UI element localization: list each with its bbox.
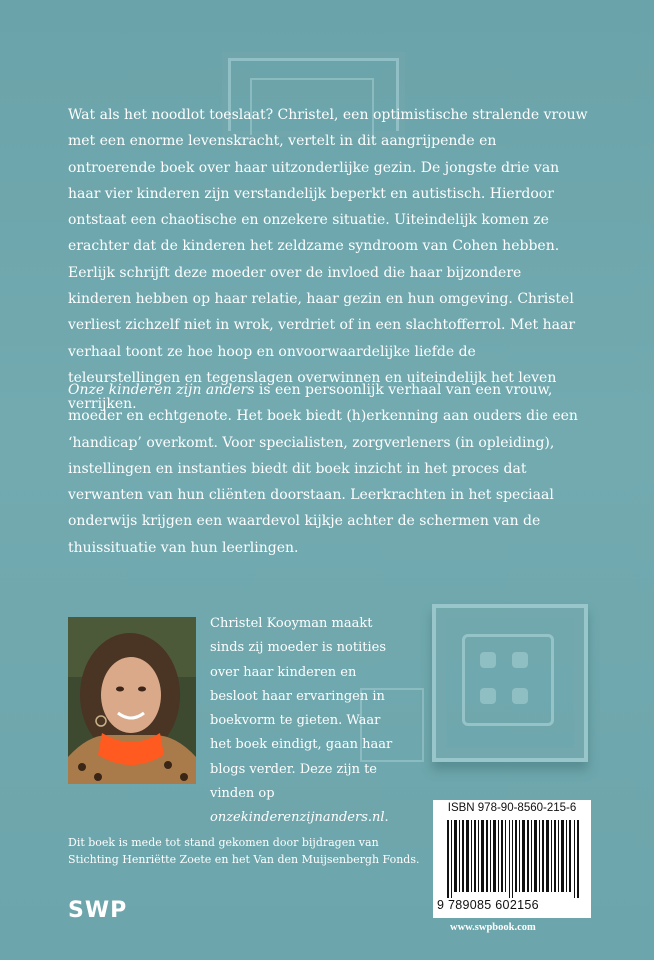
isbn-barcode [433, 800, 591, 918]
switch-knob [480, 688, 496, 704]
barcode-bars [445, 820, 583, 898]
author-portrait-illustration [68, 617, 196, 784]
author-bio-text [210, 612, 400, 831]
author-website-link[interactable]: onzekinderenzijnanders.nl [210, 810, 385, 826]
funding-credits [68, 834, 428, 868]
blurb-paragraph-2 [68, 377, 588, 561]
isbn-label: ISBN 978-90-8560-215-6 [447, 802, 577, 814]
credits-line-1: Dit boek is mede tot stand gekomen door bijdragen van [68, 836, 379, 849]
barcode-digits: 9 789085 602156 [437, 898, 539, 912]
author-bio-period: . [384, 810, 389, 826]
author-bio-body: Christel Kooyman maakt sinds zij moeder is notities over haar kinderen en besloot haar ervaringen in boekvorm te gieten. Waar het boek eindigt, gaan haar blogs verder. Deze zijn te vinden op [210, 616, 393, 802]
author-bio [210, 612, 400, 831]
credits-line-2: Stichting Henriëtte Zoete en het Van den Muijsenbergh Fonds. [68, 853, 420, 866]
publisher-logo: SWP [68, 898, 128, 923]
author-photo [68, 617, 196, 784]
wall-switch-plate [462, 634, 554, 726]
blurb-paragraph-1 [68, 102, 588, 418]
blurb-text-1: Wat als het noodlot toeslaat? Christel, een optimistische stralende vrouw met een enorme levenskracht, vertelt in dit aangrijpende en ontroerende boek over haar uitzonderlijke gezin. De jongste drie van haar vier kinderen zijn verstandelijk beperkt en autistisch. Hierdoor ontstaat een chaotische en onzekere situatie. Uiteindelijk komen ze erachter dat de kinderen het zeldzame syndroom van Cohen hebben. Eerlijk schrijft deze moeder over de invloed die haar bijzondere kinderen hebben op haar relatie, haar gezin en hun omgeving. Christel verliest zichzelf niet in wrok, verdriet of in een slachtofferrol. Met haar verhaal toont ze hoe hoop en onvoorwaardelijke liefde de teleurstellingen en tegenslagen overwinnen en uiteindelijk het leven verrijken. [68, 107, 588, 413]
switch-knob [480, 652, 496, 668]
publisher-website[interactable]: www.swpbook.com [450, 922, 536, 933]
switch-knob [512, 652, 528, 668]
blurb-text-2 [68, 377, 588, 561]
book-title-italic: Onze kinderen zijn anders [68, 382, 255, 398]
barcode-stripes [447, 820, 579, 898]
blurb-text-2-rest: is een persoonlijk verhaal van een vrouw, moeder en echtgenote. Het boek biedt (h)erkenning aan ouders die een ‘handicap’ overkomt. Voor specialisten, zorgverleners (in opleiding), instellingen en instanties biedt dit boek inzicht in het proces dat verwanten van hun cliënten doorstaan. Leerkrachten in het speciaal onderwijs krijgen een waardevol kijkje achter de schermen van de thuissituatie van hun leerlingen. [68, 382, 578, 556]
switch-knob [512, 688, 528, 704]
